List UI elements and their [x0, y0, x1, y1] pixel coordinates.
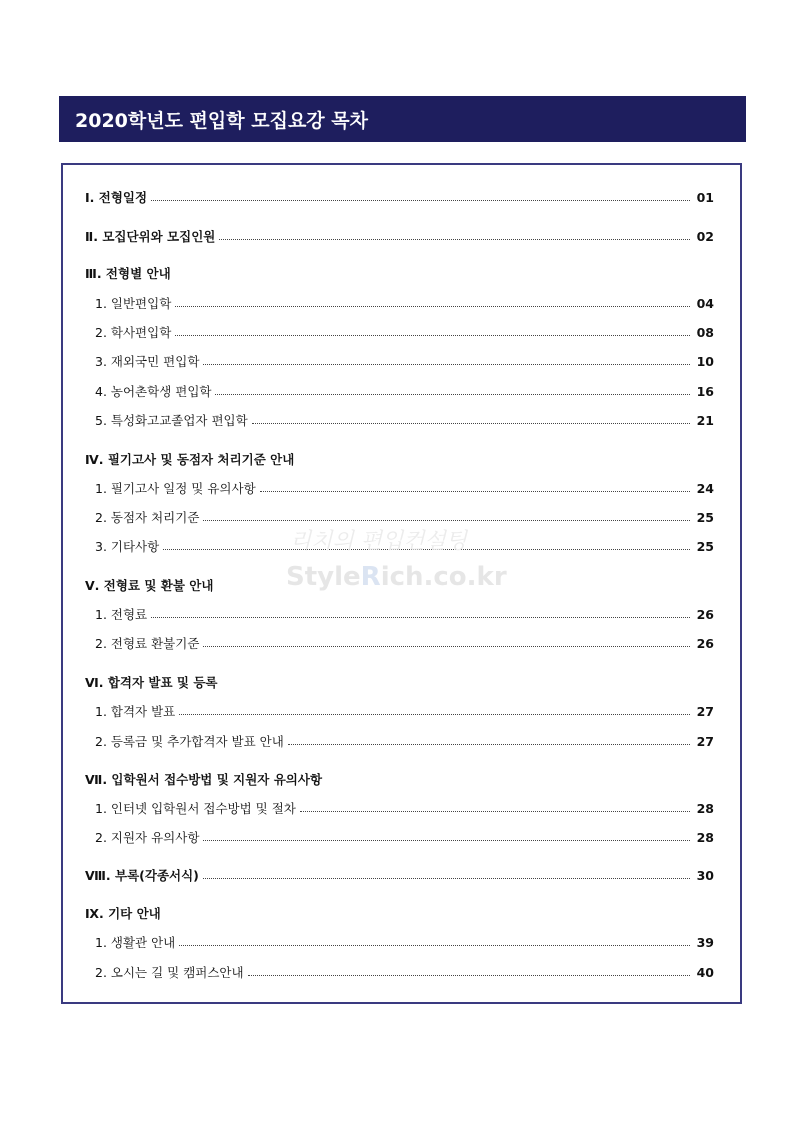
toc-label: 1. 인터넷 입학원서 접수방법 및 절차 [95, 801, 296, 816]
toc-label: 1. 필기고사 일정 및 유의사항 [95, 481, 256, 496]
toc-label: Ⅵ. 합격자 발표 및 등록 [85, 675, 218, 690]
toc-section-row [85, 449, 714, 469]
toc-leader-dots [248, 975, 690, 976]
toc-page-number: 30 [696, 867, 714, 883]
toc-page-number: 26 [696, 606, 714, 622]
toc-page-number: 24 [696, 480, 714, 496]
toc-page-number: 08 [696, 324, 714, 340]
toc-leader-dots [288, 744, 690, 745]
toc-leader-dots [252, 423, 690, 424]
toc-label: Ⅶ. 입학원서 접수방법 및 지원자 유의사항 [85, 772, 323, 787]
toc-label: Ⅰ. 전형일정 [85, 190, 148, 205]
toc-page-number: 27 [696, 733, 714, 749]
toc-page-number: 27 [696, 703, 714, 719]
toc-label: Ⅸ. 기타 안내 [85, 906, 161, 921]
toc-label: 2. 지원자 유의사항 [95, 830, 200, 845]
toc-label: Ⅱ. 모집단위와 모집인원 [85, 229, 216, 244]
toc-entry-row [95, 827, 714, 847]
toc-page-number: 28 [696, 829, 714, 845]
toc-entry-row [95, 932, 714, 952]
toc-label: 2. 동점자 처리기준 [95, 510, 200, 525]
toc-label: Ⅳ. 필기고사 및 동점자 처리기준 안내 [85, 452, 295, 467]
toc-label: 1. 생활관 안내 [95, 935, 176, 950]
toc-page-number: 39 [696, 934, 714, 950]
toc-section-row [85, 903, 714, 923]
toc-label: Ⅴ. 전형료 및 환불 안내 [85, 578, 214, 593]
toc-page-number: 16 [696, 383, 714, 399]
toc-page-number: 01 [696, 189, 714, 205]
toc-page-number: 21 [696, 412, 714, 428]
title-bar [59, 96, 746, 142]
toc-leader-dots [219, 239, 690, 240]
toc-label: 5. 특성화고교졸업자 편입학 [95, 413, 248, 428]
toc-entry-row [95, 731, 714, 751]
toc-leader-dots [203, 840, 690, 841]
toc-leader-dots [203, 878, 690, 879]
toc-entry-row [95, 604, 714, 624]
watermark-korean-text: 리치의 편입컨설팅 [290, 529, 468, 554]
page-title: 2020학년도 편입학 모집요강 목차 [75, 109, 368, 132]
toc-section-row [85, 263, 714, 283]
toc-entry-row [95, 351, 714, 371]
toc-leader-dots [203, 646, 690, 647]
watermark-site-text: StyleRich.co.kr [286, 562, 507, 592]
toc-page-number: 25 [696, 538, 714, 554]
toc-leader-dots [300, 811, 690, 812]
toc-leader-dots [203, 520, 690, 521]
toc-page-number: 40 [696, 964, 714, 980]
toc-page-number: 02 [696, 228, 714, 244]
toc-entry-row [95, 381, 714, 401]
toc-label: Ⅲ. 전형별 안내 [85, 266, 171, 281]
toc-leader-dots [163, 549, 690, 550]
toc-entry-row [95, 293, 714, 313]
toc-label: 1. 합격자 발표 [95, 704, 176, 719]
toc-label: 1. 전형료 [95, 607, 148, 622]
toc-entry-row [95, 701, 714, 721]
toc-label: 2. 오시는 길 및 캠퍼스안내 [95, 965, 244, 980]
toc-label: 1. 일반편입학 [95, 296, 172, 311]
toc-entry-row [95, 322, 714, 342]
toc-label: 2. 등록금 및 추가합격자 발표 안내 [95, 734, 284, 749]
toc-entry-row [95, 798, 714, 818]
toc-section-row [85, 575, 714, 595]
toc-section-row [85, 226, 714, 246]
toc-label: 2. 학사편입학 [95, 325, 172, 340]
toc-entry-row [95, 633, 714, 653]
toc-leader-dots [175, 335, 690, 336]
toc-entry-row [95, 962, 714, 982]
toc-page-number: 28 [696, 800, 714, 816]
toc-leader-dots [179, 714, 690, 715]
toc-entry-row [95, 410, 714, 430]
toc-leader-dots [203, 364, 690, 365]
toc-label: 4. 농어촌학생 편입학 [95, 384, 212, 399]
toc-section-row [85, 769, 714, 789]
toc-leader-dots [151, 617, 690, 618]
toc-leader-dots [179, 945, 690, 946]
toc-leader-dots [151, 200, 690, 201]
toc-entry-row [95, 536, 714, 556]
toc-label: 3. 재외국민 편입학 [95, 354, 200, 369]
toc-leader-dots [215, 394, 690, 395]
toc-leader-dots [260, 491, 690, 492]
toc-section-row [85, 672, 714, 692]
toc-page-number: 04 [696, 295, 714, 311]
toc-page-number: 26 [696, 635, 714, 651]
toc-page-number: 10 [696, 353, 714, 369]
toc-page-number: 25 [696, 509, 714, 525]
table-of-contents [61, 163, 742, 1004]
toc-entry-row [95, 507, 714, 527]
toc-label: 3. 기타사항 [95, 539, 160, 554]
toc-section-row [85, 187, 714, 207]
toc-entry-row [95, 478, 714, 498]
toc-section-row [85, 865, 714, 885]
toc-leader-dots [175, 306, 690, 307]
toc-label: Ⅷ. 부록(각종서식) [85, 868, 199, 883]
toc-label: 2. 전형료 환불기준 [95, 636, 200, 651]
